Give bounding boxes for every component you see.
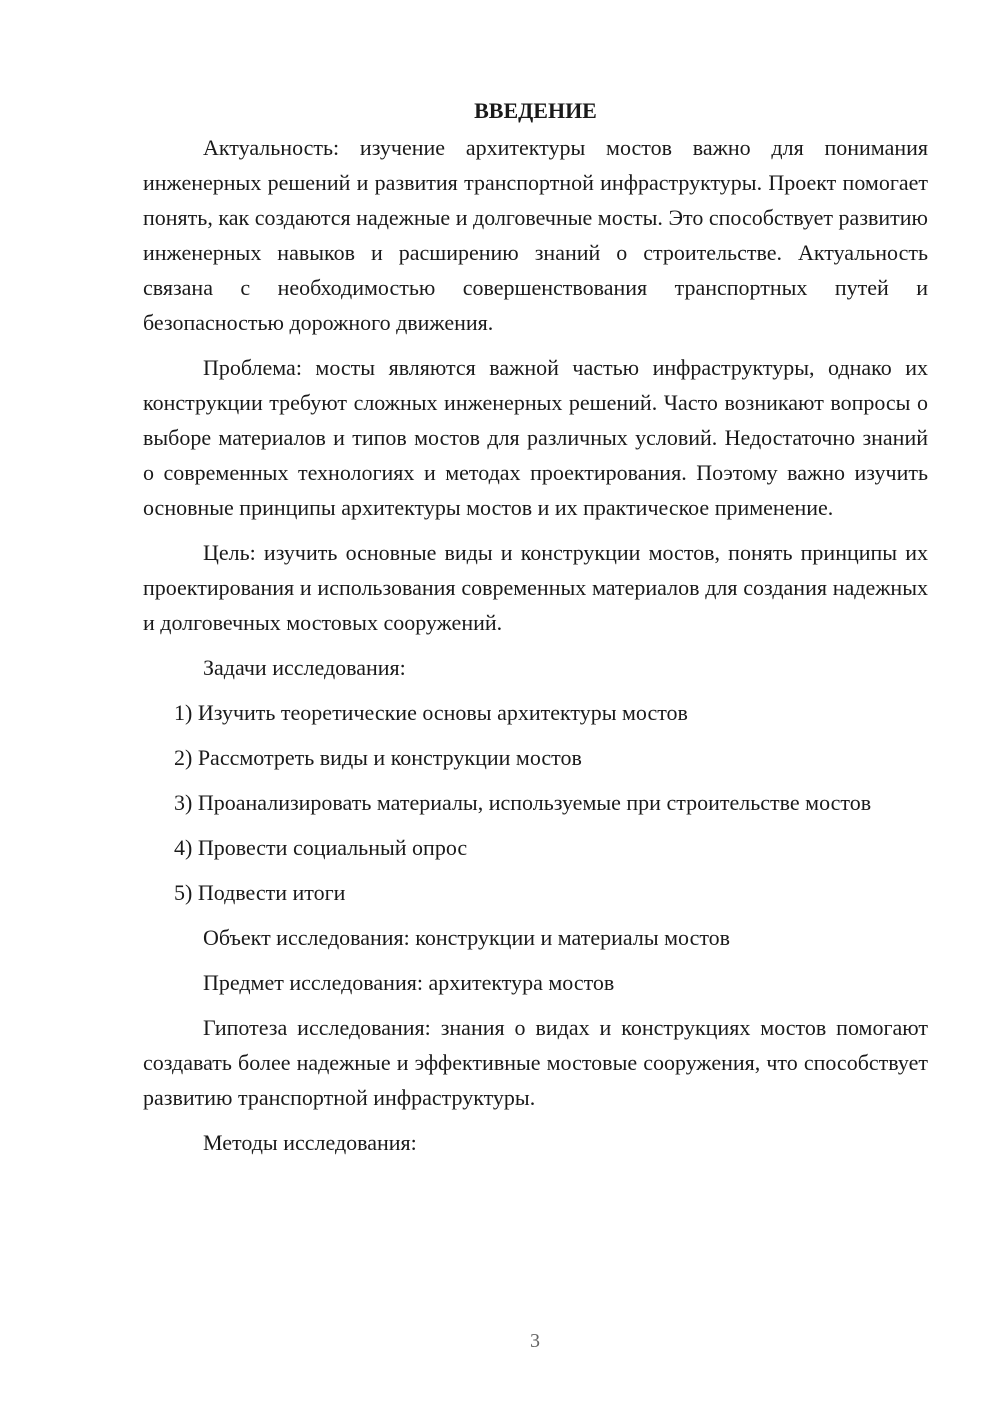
hypothesis-paragraph: Гипотеза исследования: знания о видах и конструкциях мостов помогают создавать более надежные и эффективные мостовые сооружения, что способствует развитию транспортной инфраструктуры. [143, 1015, 928, 1110]
goal-paragraph: Цель: изучить основные виды и конструкции мостов, понять принципы их проектирования и использования современных материалов для создания надежных и долговечных мостовых сооружений. [143, 540, 928, 635]
task-item-4: 4) Провести социальный опрос [174, 835, 468, 860]
page-number: 3 [530, 1330, 540, 1352]
relevance-paragraph: Актуальность: изучение архитектуры мостов важно для понимания инженерных решений и развития транспортной инфраструктуры. Проект помогает понять, как создаются надежные и долговечные мосты. Это способствует развитию инженерных навыков и расширению знаний о строительстве. Актуальность связана с необходимостью совершенствования транспортных путей и безопасностью дорожного движения. [143, 135, 928, 335]
document-page [143, 92, 928, 1160]
task-item-3: 3) Проанализировать материалы, используемые при строительстве мостов [174, 790, 872, 815]
task-item-2: 2) Рассмотреть виды и конструкции мостов [174, 745, 582, 770]
task-item-5: 5) Подвести итоги [174, 880, 346, 905]
subject-paragraph: Предмет исследования: архитектура мостов [203, 970, 615, 995]
object-paragraph: Объект исследования: конструкции и материалы мостов [203, 925, 731, 950]
problem-paragraph: Проблема: мосты являются важной частью инфраструктуры, однако их конструкции требуют сложных инженерных решений. Часто возникают вопросы о выборе материалов и типов мостов для различных условий. Недостаточно знаний о современных технологиях и методах проектирования. Поэтому важно изучить основные принципы архитектуры мостов и их практическое применение. [143, 355, 928, 520]
tasks-intro: Задачи исследования: [203, 655, 406, 680]
task-item-1: 1) Изучить теоретические основы архитектуры мостов [174, 700, 688, 725]
methods-paragraph: Методы исследования: [203, 1130, 417, 1155]
section-heading: ВВЕДЕНИЕ [474, 98, 597, 123]
